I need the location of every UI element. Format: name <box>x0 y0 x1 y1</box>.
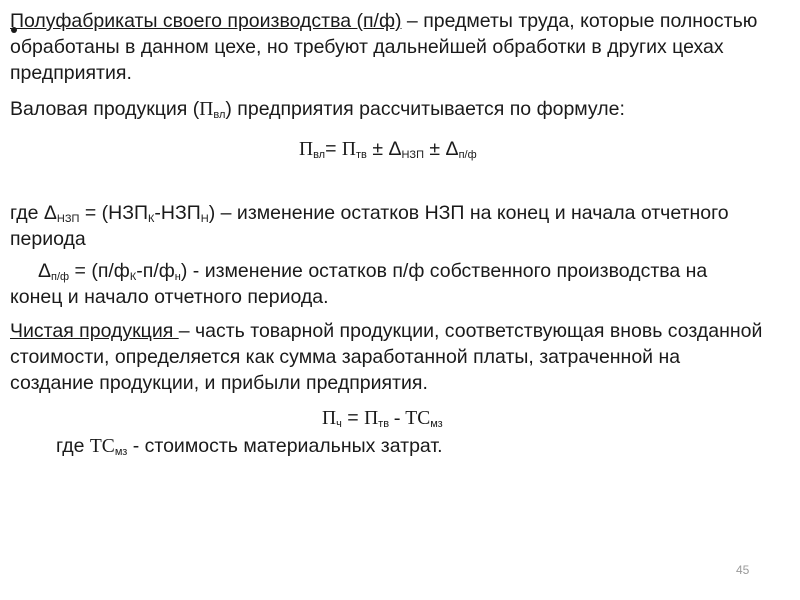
subscript: вл <box>313 149 326 161</box>
text: = <box>325 138 342 160</box>
subscript: н <box>174 271 181 283</box>
page-number: 45 <box>736 563 750 577</box>
subscript: п/ф <box>458 149 477 161</box>
text: = <box>341 407 365 429</box>
delta-semi-finished-line2: конец и начало отчетного периода. <box>10 286 329 308</box>
subscript: ч <box>336 418 342 430</box>
formula-net-output <box>322 405 792 432</box>
symbol: ТС <box>89 436 115 457</box>
net-output-line2: стоимости, определяется как сумма заработанной платы, затраченной на <box>10 346 681 368</box>
subscript: НЗП <box>401 149 424 161</box>
subscript: тв <box>356 149 367 161</box>
delta-wip-line2: периода <box>10 228 86 250</box>
subscript: Н <box>200 213 209 225</box>
subscript: п/ф <box>51 271 70 283</box>
subscript: К <box>148 213 155 225</box>
gross-output-intro <box>10 96 792 123</box>
subscript: НЗП <box>56 213 80 225</box>
text: ± Δ <box>423 138 459 160</box>
term-semi-finished: Полуфабрикаты своего производства (п/ф) <box>10 10 402 32</box>
text: -п/ф <box>136 260 175 282</box>
text: Δ <box>38 260 52 282</box>
formula-gross-output <box>299 136 792 163</box>
material-cost-note <box>56 433 792 460</box>
delta-wip-line1 <box>10 200 792 226</box>
delta-semi-finished-line1 <box>38 258 792 284</box>
text: где Δ <box>10 202 57 224</box>
definition-text: – предметы труда, которые полностью <box>401 10 758 32</box>
definition-semi-finished-line1 <box>10 8 792 34</box>
definition-text: – часть товарной продукции, соответствующая вновь созданной <box>178 320 763 342</box>
term-net-output: Чистая продукция <box>10 320 179 342</box>
subscript: мз <box>114 446 128 458</box>
text: -НЗП <box>154 202 201 224</box>
subscript: К <box>129 271 137 283</box>
text: Валовая продукция ( <box>10 98 200 120</box>
symbol: П <box>364 408 379 429</box>
text: ± Δ <box>366 138 402 160</box>
symbol: П <box>199 99 214 120</box>
symbol: П <box>322 408 337 429</box>
symbol: П <box>299 139 314 160</box>
subscript: мз <box>430 418 443 430</box>
subscript: вл <box>213 109 226 121</box>
text: - ТС <box>389 408 431 429</box>
text: = (НЗП <box>79 202 148 224</box>
net-output-line3: создание продукции, и прибыли предприятия. <box>10 372 428 394</box>
text: = (п/ф <box>69 260 130 282</box>
text: - стоимость материальных затрат. <box>127 435 443 457</box>
net-output-line1 <box>10 318 792 344</box>
symbol: П <box>341 139 357 160</box>
text: ) - изменение остатков п/ф собственного производства на <box>180 260 708 282</box>
text: ) предприятия рассчитывается по формуле: <box>225 98 625 120</box>
text: где <box>56 435 90 457</box>
definition-semi-finished-line2: обработаны в данном цехе, но требуют дальнейшей обработки в других цехах <box>10 36 724 58</box>
text: ) – изменение остатков НЗП на конец и начала отчетного <box>208 202 729 224</box>
definition-semi-finished-line3: предприятия. <box>10 62 132 84</box>
subscript: тв <box>378 418 390 430</box>
